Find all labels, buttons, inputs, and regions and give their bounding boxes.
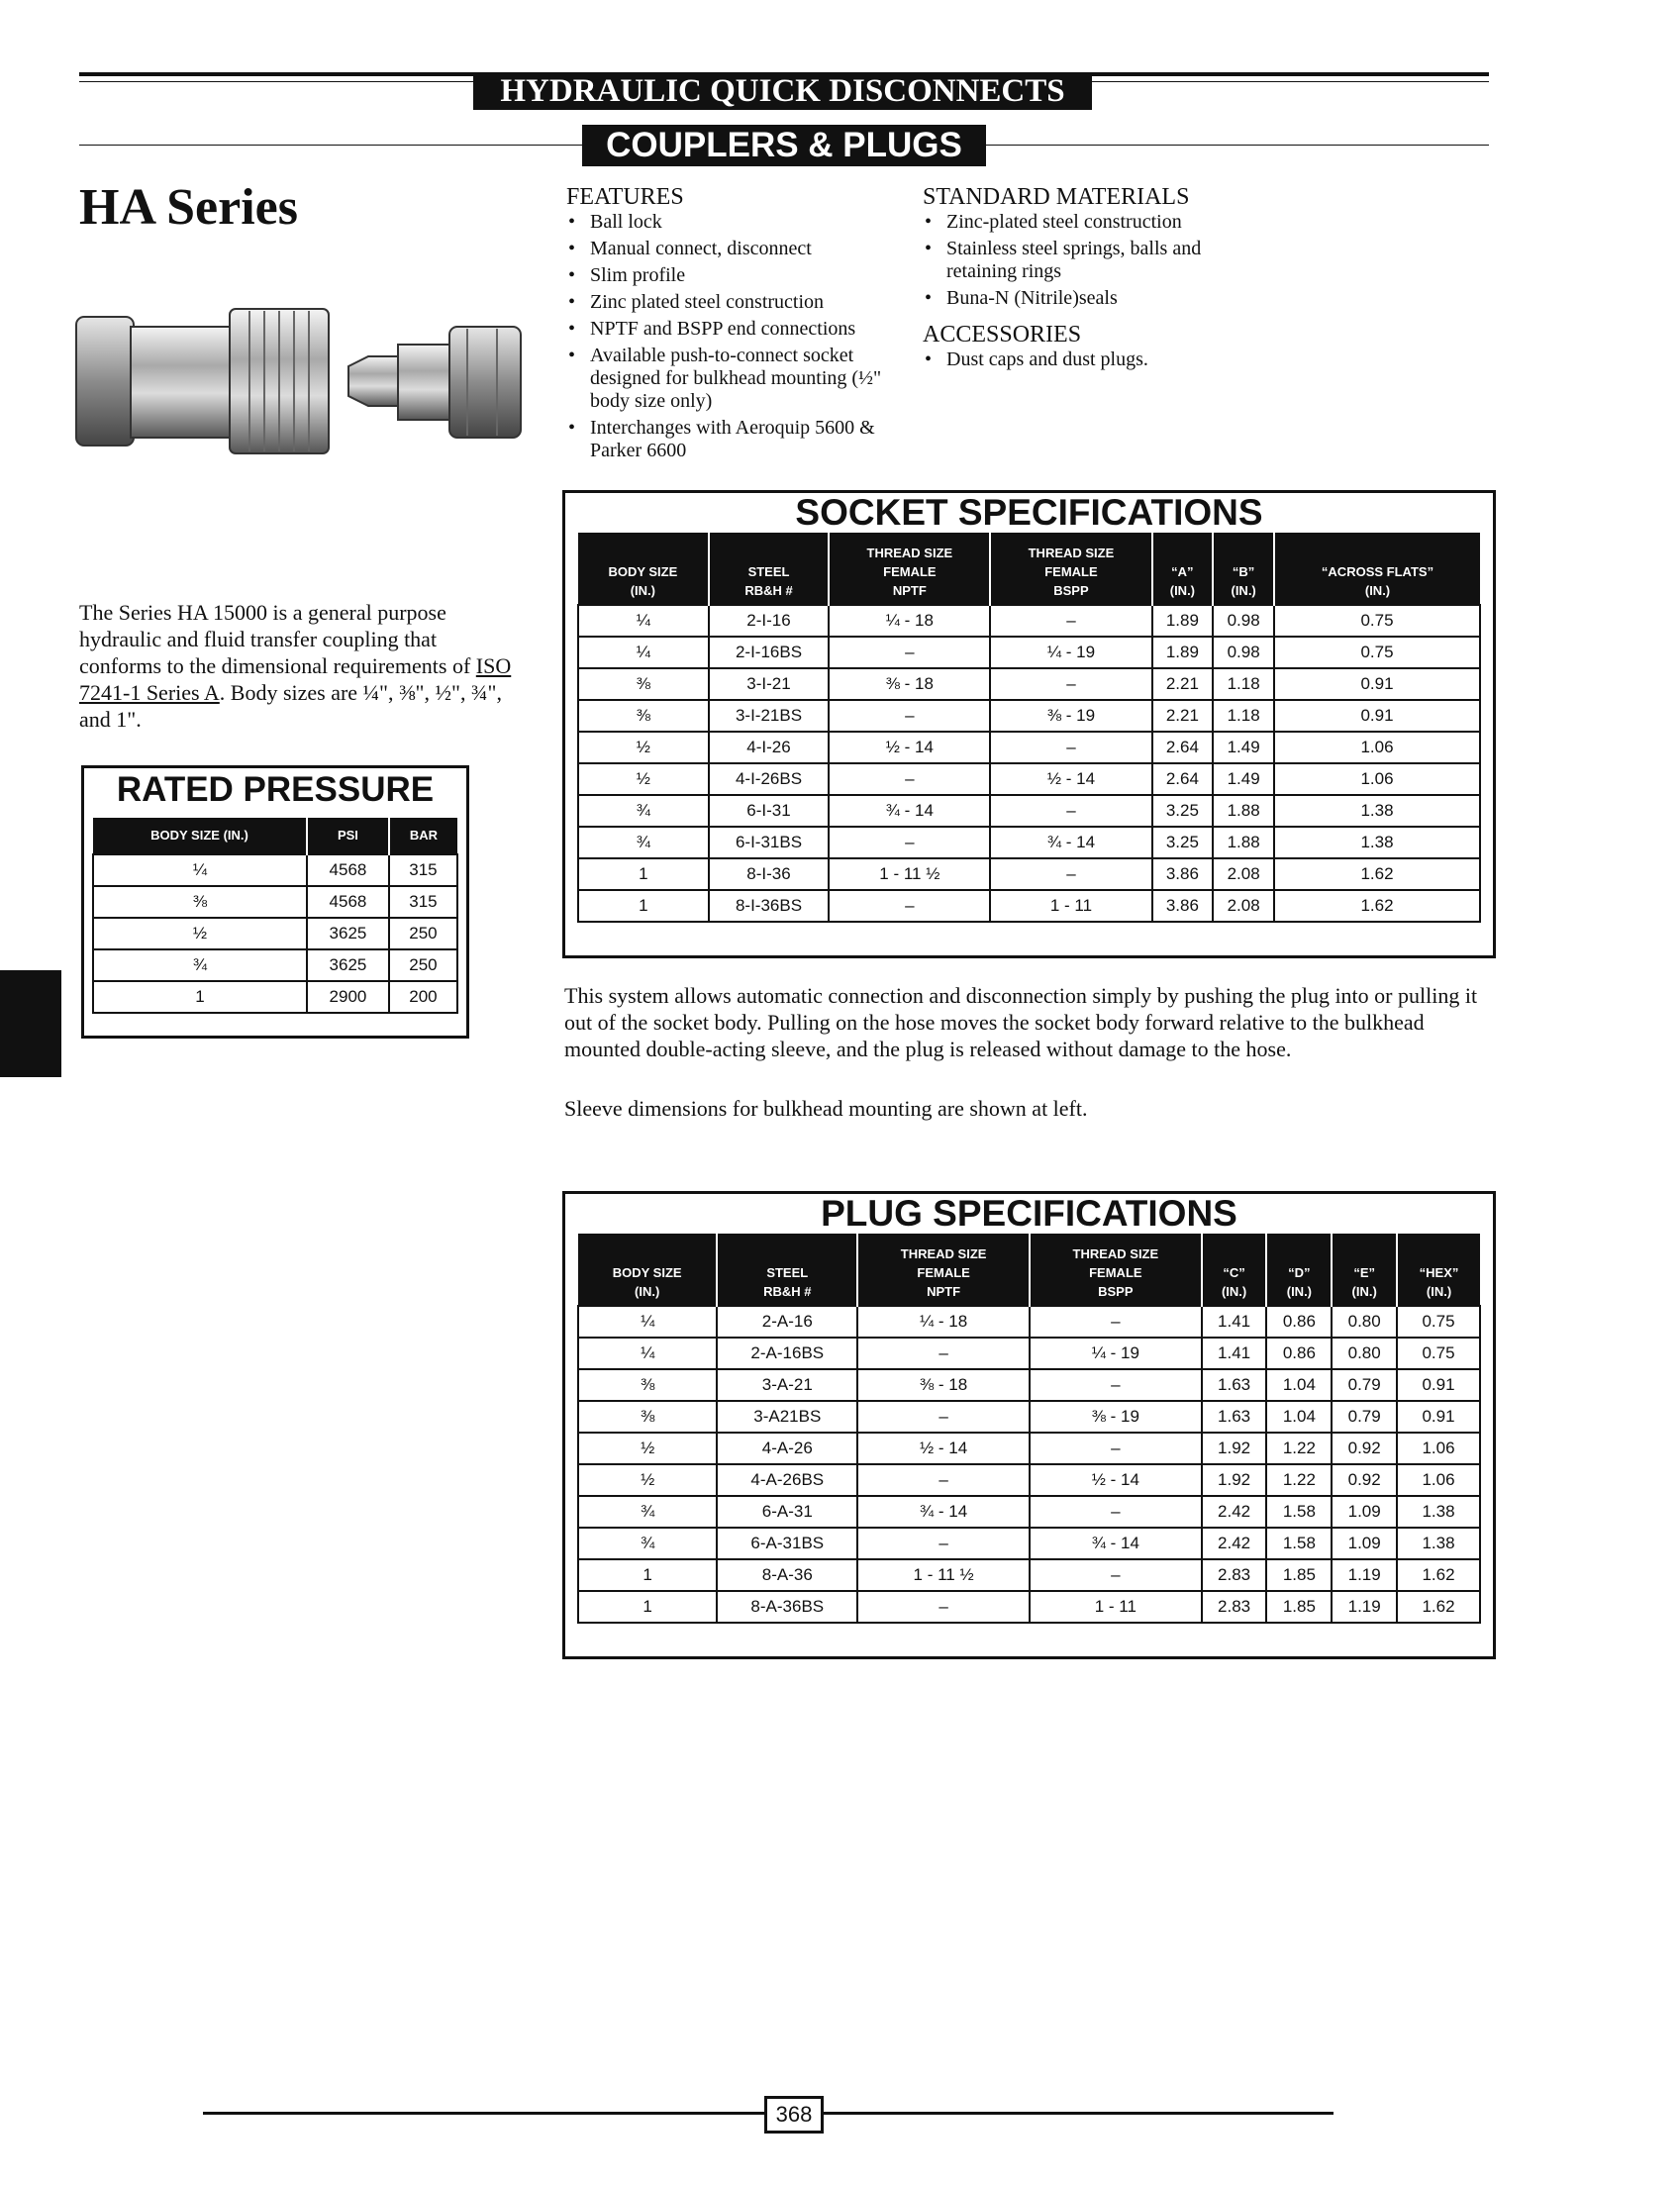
table-cell: 1.22: [1266, 1464, 1332, 1496]
table-cell: 1.19: [1332, 1591, 1397, 1623]
table-cell: ¼: [578, 637, 709, 668]
table-cell: 2.21: [1152, 700, 1214, 732]
table-cell: ⅜: [578, 700, 709, 732]
iso-standard-link[interactable]: ISO 7241-1 Series A: [79, 653, 512, 705]
table-row: [578, 1591, 1480, 1623]
table-cell: ⅜ - 18: [857, 1369, 1030, 1401]
table-cell: ½: [93, 918, 307, 949]
table-cell: ¾ - 14: [857, 1496, 1030, 1528]
column-header-line: “C”: [1223, 1265, 1245, 1280]
table-cell: 1.62: [1274, 858, 1480, 890]
socket-header-row: [578, 533, 1480, 605]
table-cell: 1.92: [1202, 1464, 1267, 1496]
table-cell: 1: [578, 890, 709, 922]
column-header-line: BODY SIZE: [608, 564, 678, 579]
table-cell: 1.58: [1266, 1528, 1332, 1559]
table-cell: 1.22: [1266, 1433, 1332, 1464]
table-cell: ⅜: [578, 668, 709, 700]
intro-paragraph: [79, 599, 515, 733]
description-paragraph: This system allows automatic connection and disconnection simply by pushing the plug into or pulling it out of the socket body. Pulling on the hose moves the socket body forward relative to the bulkhead mounted double-acting sleeve, and the plug is released without damage to the hose.: [564, 983, 1478, 1061]
table-row: [578, 763, 1480, 795]
column-header: [1266, 1234, 1332, 1306]
table-cell: 2.64: [1152, 763, 1214, 795]
table-cell: 1.85: [1266, 1559, 1332, 1591]
table-cell: ¾: [578, 1496, 717, 1528]
column-header-line: BODY SIZE: [612, 1265, 682, 1280]
materials-section: [923, 184, 1249, 375]
table-cell: 1.63: [1202, 1369, 1267, 1401]
column-header: [1202, 1234, 1267, 1306]
column-header-line: (IN.): [630, 583, 655, 598]
table-cell: 3-I-21: [709, 668, 830, 700]
accessories-list: [923, 348, 1249, 371]
intro-text-end: . Body sizes are ¼", ⅜", ½", ¾", and 1".: [79, 680, 502, 732]
page-number: 368: [764, 2096, 824, 2134]
table-row: [578, 1433, 1480, 1464]
column-header-line: RB&H #: [763, 1284, 812, 1299]
rated-pressure-table: [92, 818, 458, 1014]
column-header-line: FEMALE: [1089, 1265, 1142, 1280]
list-item: • Stainless steel springs, balls and retaining rings: [923, 238, 1249, 283]
table-cell: 4-I-26BS: [709, 763, 830, 795]
table-cell: 0.91: [1397, 1401, 1480, 1433]
list-item: • Buna-N (Nitrile)seals: [923, 287, 1249, 310]
column-header-line: THREAD SIZE: [866, 546, 953, 560]
table-cell: 1.38: [1397, 1496, 1480, 1528]
column-header: [709, 533, 830, 605]
column-header-line: STEEL: [747, 564, 790, 579]
table-cell: 1.38: [1397, 1528, 1480, 1559]
table-cell: ⅜: [93, 886, 307, 918]
table-cell: –: [1030, 1496, 1202, 1528]
table-cell: 1.04: [1266, 1401, 1332, 1433]
table-cell: 1.92: [1202, 1433, 1267, 1464]
table-cell: ¾ - 14: [829, 795, 990, 827]
table-cell: 1.41: [1202, 1306, 1267, 1338]
table-cell: 3.25: [1152, 795, 1214, 827]
table-cell: 3-A-21: [717, 1369, 857, 1401]
list-item: • Slim profile: [566, 264, 898, 287]
features-heading: FEATURES: [566, 184, 684, 210]
socket-specs-box: [562, 490, 1496, 958]
table-row: [578, 858, 1480, 890]
table-row: [578, 700, 1480, 732]
column-header-line: “E”: [1353, 1265, 1375, 1280]
rated-pressure-box: [81, 765, 469, 1039]
list-item: • Manual connect, disconnect: [566, 238, 898, 260]
table-cell: ¼ - 18: [857, 1306, 1030, 1338]
features-section: [566, 184, 898, 466]
table-cell: 1.89: [1152, 605, 1214, 637]
table-cell: 1.58: [1266, 1496, 1332, 1528]
bulkhead-note: Sleeve dimensions for bulkhead mounting are shown at left.: [564, 1096, 1088, 1121]
table-cell: 4-A-26BS: [717, 1464, 857, 1496]
table-cell: –: [829, 827, 990, 858]
plug-specs-table: [577, 1234, 1481, 1624]
column-header-line: (IN.): [1286, 1284, 1313, 1299]
table-cell: ¾: [578, 827, 709, 858]
table-cell: 1 - 11: [1030, 1591, 1202, 1623]
table-row: [578, 1559, 1480, 1591]
table-cell: 3.86: [1152, 890, 1214, 922]
column-header-line: THREAD SIZE: [1072, 1246, 1159, 1261]
column-header-line: BSPP: [1098, 1284, 1134, 1299]
materials-list: [923, 211, 1249, 310]
table-row: [93, 886, 457, 918]
table-cell: 1.49: [1213, 763, 1274, 795]
table-cell: 200: [389, 981, 457, 1013]
table-cell: 0.80: [1332, 1306, 1397, 1338]
table-cell: ¼ - 18: [829, 605, 990, 637]
table-cell: –: [857, 1401, 1030, 1433]
column-header: PSI: [307, 818, 389, 854]
table-cell: –: [990, 795, 1151, 827]
socket-specs-body: [578, 605, 1480, 922]
table-cell: 0.98: [1213, 605, 1274, 637]
column-header: [829, 533, 990, 605]
table-cell: 1: [578, 1559, 717, 1591]
table-cell: 1.38: [1274, 827, 1480, 858]
table-cell: ¼: [93, 854, 307, 886]
table-cell: ¾: [93, 949, 307, 981]
table-cell: 1.06: [1274, 763, 1480, 795]
table-row: [578, 827, 1480, 858]
table-cell: ½: [578, 1433, 717, 1464]
table-cell: 0.79: [1332, 1401, 1397, 1433]
plug-specs-title: PLUG SPECIFICATIONS: [821, 1193, 1237, 1234]
table-cell: –: [829, 700, 990, 732]
table-cell: 1.49: [1213, 732, 1274, 763]
column-header-line: BSPP: [1053, 583, 1089, 598]
table-cell: 3.25: [1152, 827, 1214, 858]
table-cell: –: [990, 605, 1151, 637]
column-header: [1332, 1234, 1397, 1306]
socket-and-plug-image: [71, 297, 529, 465]
features-list: [566, 211, 898, 462]
table-row: [93, 854, 457, 886]
table-cell: 0.91: [1397, 1369, 1480, 1401]
table-cell: 1.06: [1274, 732, 1480, 763]
table-cell: 3.86: [1152, 858, 1214, 890]
table-cell: 315: [389, 886, 457, 918]
table-cell: ½ - 14: [829, 732, 990, 763]
table-cell: 1: [578, 1591, 717, 1623]
table-cell: –: [990, 858, 1151, 890]
table-cell: 0.80: [1332, 1338, 1397, 1369]
column-header: BODY SIZE (IN.): [93, 818, 307, 854]
column-header: [1030, 1234, 1202, 1306]
table-cell: 0.92: [1332, 1464, 1397, 1496]
table-cell: –: [857, 1338, 1030, 1369]
table-cell: –: [1030, 1433, 1202, 1464]
table-cell: –: [1030, 1559, 1202, 1591]
table-cell: 4-I-26: [709, 732, 830, 763]
column-header-line: (IN.): [1221, 1284, 1247, 1299]
plug-specs-box: [562, 1191, 1496, 1659]
table-cell: 1.89: [1152, 637, 1214, 668]
table-cell: 1.41: [1202, 1338, 1267, 1369]
table-cell: 8-I-36BS: [709, 890, 830, 922]
intro-text: The Series HA 15000 is a general purpose hydraulic and fluid transfer coupling that conforms to the dimensional requirements of: [79, 600, 476, 678]
section-tab: [0, 970, 61, 1077]
table-cell: –: [990, 732, 1151, 763]
column-header-line: “ACROSS FLATS”: [1321, 564, 1434, 579]
category-banner: HYDRAULIC QUICK DISCONNECTS: [473, 72, 1092, 110]
table-cell: 2-A-16: [717, 1306, 857, 1338]
table-row: [578, 890, 1480, 922]
table-cell: 0.86: [1266, 1306, 1332, 1338]
subcategory-banner: COUPLERS & PLUGS: [582, 125, 986, 166]
table-cell: 2-I-16: [709, 605, 830, 637]
table-cell: 0.92: [1332, 1433, 1397, 1464]
table-cell: 2-A-16BS: [717, 1338, 857, 1369]
table-cell: 3625: [307, 949, 389, 981]
table-cell: 2900: [307, 981, 389, 1013]
page-title: HA Series: [79, 179, 298, 236]
list-item: • Dust caps and dust plugs.: [923, 348, 1249, 371]
table-cell: 8-A-36BS: [717, 1591, 857, 1623]
table-row: [578, 1401, 1480, 1433]
table-cell: 2.64: [1152, 732, 1214, 763]
table-row: [93, 949, 457, 981]
plug-specs-body: [578, 1306, 1480, 1623]
table-cell: ¼ - 19: [1030, 1338, 1202, 1369]
column-header-line: FEMALE: [883, 564, 937, 579]
column-header-line: FEMALE: [1044, 564, 1098, 579]
column-header: [1274, 533, 1480, 605]
table-cell: 2.08: [1213, 890, 1274, 922]
column-header-line: THREAD SIZE: [900, 1246, 987, 1261]
column-header: [1152, 533, 1214, 605]
table-cell: –: [829, 763, 990, 795]
table-cell: ¼ - 19: [990, 637, 1151, 668]
table-row: [578, 668, 1480, 700]
table-cell: 2.83: [1202, 1559, 1267, 1591]
list-item: • Zinc-plated steel construction: [923, 211, 1249, 234]
table-cell: 2.42: [1202, 1528, 1267, 1559]
table-cell: –: [829, 890, 990, 922]
table-cell: 0.91: [1274, 700, 1480, 732]
socket-specs-table: [577, 533, 1481, 923]
column-header: [990, 533, 1151, 605]
table-cell: 6-I-31BS: [709, 827, 830, 858]
table-row: [578, 1496, 1480, 1528]
table-cell: 1 - 11 ½: [829, 858, 990, 890]
column-header-line: THREAD SIZE: [1028, 546, 1115, 560]
list-item: • Ball lock: [566, 211, 898, 234]
table-cell: 250: [389, 918, 457, 949]
column-header-line: “B”: [1232, 564, 1255, 579]
table-row: [578, 1369, 1480, 1401]
table-cell: ½ - 14: [857, 1433, 1030, 1464]
table-cell: ½ - 14: [990, 763, 1151, 795]
table-cell: ¾ - 14: [1030, 1528, 1202, 1559]
table-cell: –: [829, 637, 990, 668]
table-cell: ⅜ - 19: [1030, 1401, 1202, 1433]
column-header-line: NPTF: [927, 1284, 961, 1299]
table-cell: 3-I-21BS: [709, 700, 830, 732]
column-header-line: (IN.): [1169, 583, 1196, 598]
table-cell: 4-A-26: [717, 1433, 857, 1464]
column-header-line: RB&H #: [744, 583, 793, 598]
table-row: [578, 1306, 1480, 1338]
table-cell: ⅜: [578, 1401, 717, 1433]
table-cell: 1.18: [1213, 668, 1274, 700]
column-header-line: FEMALE: [917, 1265, 970, 1280]
table-cell: ⅜ - 18: [829, 668, 990, 700]
table-cell: ¾: [578, 1528, 717, 1559]
table-cell: 0.86: [1266, 1338, 1332, 1369]
table-cell: –: [857, 1591, 1030, 1623]
table-cell: 8-I-36: [709, 858, 830, 890]
column-header-line: (IN.): [1364, 583, 1391, 598]
table-row: [578, 795, 1480, 827]
table-cell: 1.62: [1397, 1559, 1480, 1591]
table-cell: 2.21: [1152, 668, 1214, 700]
column-header-line: “A”: [1171, 564, 1194, 579]
column-header: BAR: [389, 818, 457, 854]
table-cell: 0.75: [1274, 605, 1480, 637]
table-cell: 1.04: [1266, 1369, 1332, 1401]
column-header-line: (IN.): [635, 1284, 660, 1299]
table-cell: 1.85: [1266, 1591, 1332, 1623]
table-cell: 1.62: [1397, 1591, 1480, 1623]
column-header: [1213, 533, 1274, 605]
column-header: [717, 1234, 857, 1306]
table-cell: 2.42: [1202, 1496, 1267, 1528]
table-cell: ⅜: [578, 1369, 717, 1401]
socket-specs-title: SOCKET SPECIFICATIONS: [795, 492, 1263, 533]
accessories-heading: ACCESSORIES: [923, 322, 1082, 348]
column-header-line: (IN.): [1351, 1284, 1377, 1299]
table-cell: 1.09: [1332, 1528, 1397, 1559]
plug-header-row: [578, 1234, 1480, 1306]
table-cell: 1: [578, 858, 709, 890]
table-row: [93, 981, 457, 1013]
table-cell: 6-A-31BS: [717, 1528, 857, 1559]
table-cell: 1 - 11: [990, 890, 1151, 922]
table-cell: ½ - 14: [1030, 1464, 1202, 1496]
table-cell: –: [857, 1464, 1030, 1496]
table-cell: –: [1030, 1306, 1202, 1338]
table-cell: 2-I-16BS: [709, 637, 830, 668]
table-row: [578, 1338, 1480, 1369]
table-cell: 2.83: [1202, 1591, 1267, 1623]
table-cell: ½: [578, 763, 709, 795]
table-cell: 1.06: [1397, 1433, 1480, 1464]
table-row: [578, 732, 1480, 763]
table-cell: ¼: [578, 1306, 717, 1338]
table-cell: 1.88: [1213, 827, 1274, 858]
column-header-line: (IN.): [1426, 1284, 1452, 1299]
table-cell: 0.98: [1213, 637, 1274, 668]
table-cell: ⅜ - 19: [990, 700, 1151, 732]
rated-pressure-body: [93, 854, 457, 1013]
table-cell: 0.79: [1332, 1369, 1397, 1401]
column-header-line: (IN.): [1231, 583, 1256, 598]
table-cell: 315: [389, 854, 457, 886]
table-cell: 1 - 11 ½: [857, 1559, 1030, 1591]
column-header: [578, 533, 709, 605]
table-cell: 1.38: [1274, 795, 1480, 827]
table-cell: 2.08: [1213, 858, 1274, 890]
table-cell: 4568: [307, 886, 389, 918]
table-row: [578, 1464, 1480, 1496]
table-cell: 0.75: [1397, 1338, 1480, 1369]
table-row: [578, 605, 1480, 637]
column-header: [857, 1234, 1030, 1306]
column-header-line: “D”: [1288, 1265, 1311, 1280]
table-cell: 0.75: [1397, 1306, 1480, 1338]
table-cell: 4568: [307, 854, 389, 886]
table-cell: 1.18: [1213, 700, 1274, 732]
table-cell: 1.09: [1332, 1496, 1397, 1528]
table-cell: –: [1030, 1369, 1202, 1401]
table-row: [578, 1528, 1480, 1559]
column-header-line: STEEL: [766, 1265, 809, 1280]
table-row: [93, 918, 457, 949]
table-cell: 6-A-31: [717, 1496, 857, 1528]
table-cell: –: [990, 668, 1151, 700]
table-cell: 1.88: [1213, 795, 1274, 827]
list-item: • Interchanges with Aeroquip 5600 & Parker 6600: [566, 417, 898, 462]
table-cell: ¼: [578, 1338, 717, 1369]
table-cell: 3625: [307, 918, 389, 949]
table-cell: ½: [578, 1464, 717, 1496]
column-header-line: “HEX”: [1419, 1265, 1459, 1280]
list-item: • Available push-to-connect socket designed for bulkhead mounting (½" body size only): [566, 345, 898, 413]
table-cell: 1.63: [1202, 1401, 1267, 1433]
table-cell: ¾: [578, 795, 709, 827]
table-cell: 0.91: [1274, 668, 1480, 700]
table-cell: –: [857, 1528, 1030, 1559]
column-header: [578, 1234, 717, 1306]
table-cell: 6-I-31: [709, 795, 830, 827]
table-cell: 8-A-36: [717, 1559, 857, 1591]
list-item: • Zinc plated steel construction: [566, 291, 898, 314]
column-header-line: NPTF: [892, 583, 927, 598]
table-row: [578, 637, 1480, 668]
table-cell: 3-A21BS: [717, 1401, 857, 1433]
column-header: [1397, 1234, 1480, 1306]
table-cell: 1.19: [1332, 1559, 1397, 1591]
table-cell: 0.75: [1274, 637, 1480, 668]
table-cell: ¼: [578, 605, 709, 637]
table-cell: 1: [93, 981, 307, 1013]
table-cell: 1.06: [1397, 1464, 1480, 1496]
rated-pressure-title: RATED PRESSURE: [116, 770, 435, 809]
list-item: • NPTF and BSPP end connections: [566, 318, 898, 341]
materials-heading: STANDARD MATERIALS: [923, 184, 1190, 210]
table-cell: ½: [578, 732, 709, 763]
table-cell: 250: [389, 949, 457, 981]
table-cell: ¾ - 14: [990, 827, 1151, 858]
coupler-photo: [71, 297, 529, 465]
table-cell: 1.62: [1274, 890, 1480, 922]
